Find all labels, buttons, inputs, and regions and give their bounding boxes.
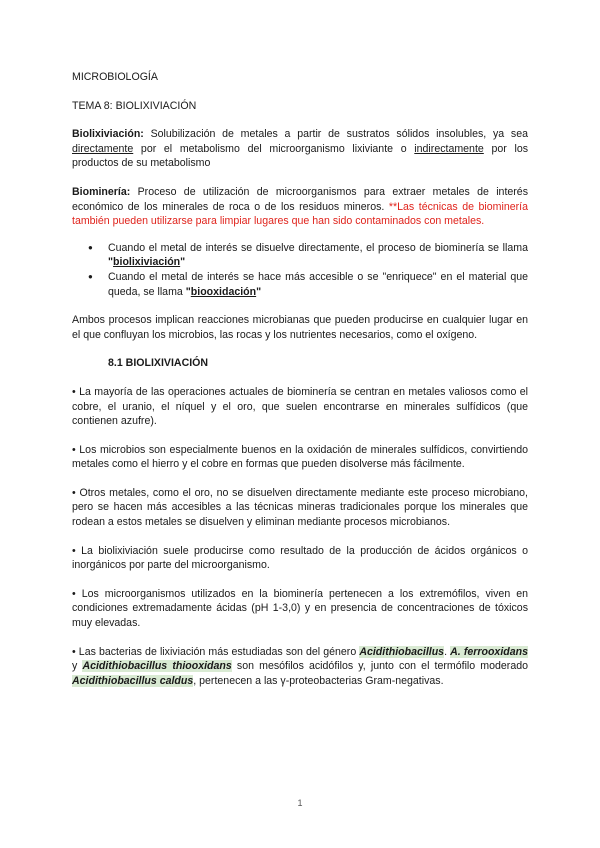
process-list [72,241,528,299]
point-paragraph: • Los microbios son especialmente buenos en la oxidación de minerales sulfídicos, convirtiendo metales como el hierro y el cobre en formas que pueden disolverse más fácilmente. [72,443,528,471]
page-number: 1 [297,798,303,808]
point-paragraph-bacteria [72,645,528,689]
term-biooxidacion-underlined: biooxidación [190,285,257,298]
point-paragraph: • Los microorganismos utilizados en la biominería pertenecen a los extremófilos, viven en condiciones extremadamente ácidas (pH 1-3,0) y en presencia de concentraciones de tóxicos muy elevadas. [72,587,528,630]
term-biolixiviacion-underlined: biolixiviación [113,256,181,269]
point-paragraph: • La biolixiviación suele producirse como resultado de la producción de ácidos orgánicos o inorgánicos por parte del microorganismo. [72,544,528,572]
list-item: ● Cuando el metal de interés se disuelve directamente, el proceso de biominería se llama "biolixiviación" [108,241,528,270]
definition-biolixiviacion [72,127,528,171]
point-text: . [444,645,451,658]
definition-text: Proceso de utilización de microorganismos para extraer metales de interés económico de los minerales de roca o de los residuos mineros. [72,185,528,213]
topic-title: TEMA 8: BIOLIXIVIACIÓN [72,99,197,112]
definition-text: por el metabolismo del microorganismo lixiviante o [133,142,415,155]
course-title: MICROBIOLOGÍA [72,71,158,83]
definition-text: por los productos de su metabolismo [72,142,529,170]
red-note: **Las técnicas de biominería también pueden utilizarse para limpiar lugares que han sido contaminados con metales. [72,200,528,228]
highlight-species-thiooxidans: Acidithiobacillus thiooxidans [82,660,232,673]
list-item: ● Cuando el metal de interés se hace más accesible o se "enriquece" en el material que queda, se llama "biooxidación" [108,270,528,299]
highlight-genus: Acidithiobacillus [359,645,445,658]
underlined-directamente: directamente [72,142,134,155]
point-text: , pertenecen a las γ-proteobacterias Gram-negativas. [193,674,444,687]
highlight-species-ferrooxidans: A. ferrooxidans [450,645,528,658]
point-text: y [72,660,83,673]
document-body [72,70,528,688]
term-biolixiviacion: Biolixiviación: [72,128,144,141]
point-text: • Las bacterias de lixiviación más estudiadas son del género [72,645,360,658]
definition-biomineria [72,185,528,229]
point-paragraph: • La mayoría de las operaciones actuales de biominería se centran en metales valiosos como el cobre, el uranio, el níquel y el oro, que suelen encontrarse en minerales sulfídicos (que contienen azufre). [72,385,528,428]
list-item-text: Cuando el metal de interés se hace más accesible o se "enriquece" en el material que queda, se llama [108,270,528,298]
definition-text: Solubilización de metales a partir de sustratos sólidos insolubles, ya sea [143,128,528,141]
list-item-text: Cuando el metal de interés se disuelve directamente, el proceso de biominería se llama [108,241,528,254]
highlight-species-caldus: Acidithiobacillus caldus [72,674,194,687]
point-text: son mesófilos acidófilos y, junto con el termófilo moderado [231,660,528,673]
underlined-indirectamente: indirectamente [414,142,484,155]
summary-paragraph: Ambos procesos implican reacciones microbianas que pueden producirse en cualquier lugar en el que confluyan los microbios, las rocas y los nutrientes necesarios, como el oxígeno. [72,314,528,341]
point-paragraph: • Otros metales, como el oro, no se disuelven directamente mediante este proceso microbiano, pero se hacen más accesibles a las técnicas mineras tradicionales porque los minerales que rodean a estos metales se disuelven y eliminan mediante procesos microbianos. [72,486,528,529]
term-biomineria: Biominería: [72,185,131,198]
section-heading: 8.1 BIOLIXIVIACIÓN [108,357,209,370]
